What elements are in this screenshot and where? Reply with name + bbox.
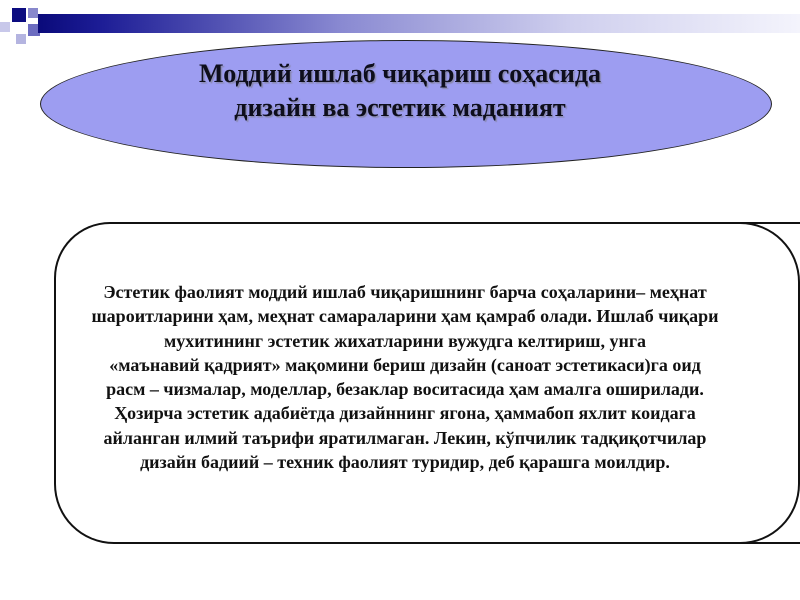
- deco-square: [28, 8, 38, 18]
- body-line: шароитларини ҳам, меҳнат самараларини ҳам қамраб олади. Ишлаб чиқари: [91, 306, 719, 327]
- deco-square: [16, 34, 26, 44]
- body-line: «маънавий қадрият» мақомини бериш дизайн (саноат эстетикаси)га оид: [109, 354, 701, 375]
- deco-square: [0, 22, 10, 32]
- body-line: дизайн бадиий – техник фаолият туридир, деб қарашга моилдир.: [140, 452, 670, 473]
- body-paragraph: [10, 280, 800, 474]
- body-line: Эстетик фаолият моддий ишлаб чиқаришнинг барча соҳаларини– меҳнат: [103, 282, 707, 302]
- title-line: дизайн ва эстетик маданият: [234, 93, 566, 122]
- body-line: мухитининг эстетик жихатларини вужудга келтириш, унга: [163, 330, 647, 351]
- body-line: Ҳозирча эстетик адабиётда дизайннинг ягона, ҳаммабоп яхлит коидага: [114, 403, 696, 424]
- body-line: расм – чизмалар, моделлар, безаклар воситасида ҳам амалга оширилади.: [106, 379, 704, 400]
- title-line: Моддий ишлаб чиқариш соҳасида: [199, 59, 601, 88]
- body-line: айланган илмий таърифи яратилмаган. Лекин, кўпчилик тадқиқотчилар: [103, 427, 707, 448]
- header-gradient-band: [38, 14, 800, 33]
- deco-square: [12, 8, 26, 22]
- slide-title: [130, 57, 670, 125]
